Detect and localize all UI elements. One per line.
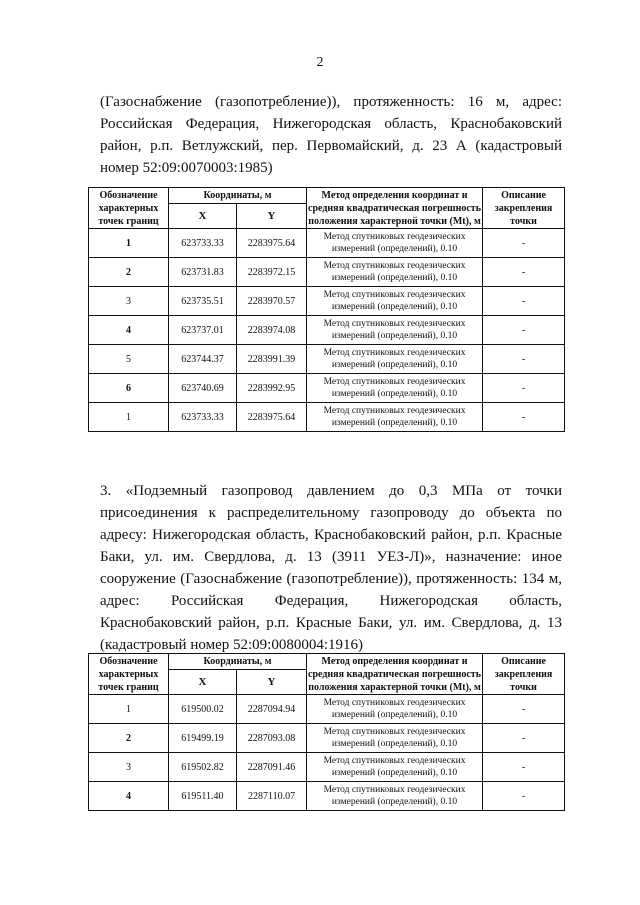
page-number: 2 bbox=[316, 55, 324, 70]
description-cell: - bbox=[483, 316, 565, 345]
table-1-body bbox=[89, 229, 565, 432]
description-cell: - bbox=[483, 403, 565, 432]
point-cell: 6 bbox=[89, 374, 169, 403]
header-coordinates: Координаты, м bbox=[169, 654, 307, 670]
header-y: Y bbox=[237, 670, 307, 695]
x-coordinate-cell: 619499.19 bbox=[169, 724, 237, 753]
y-coordinate-cell: 2283972.15 bbox=[237, 258, 307, 287]
method-cell: Метод спутниковых геодезических измерений (определений), 0.10 bbox=[307, 782, 483, 811]
table-row bbox=[89, 258, 565, 287]
header-designation: Обозначение характерных точек границ bbox=[89, 654, 169, 695]
y-coordinate-cell: 2287110.07 bbox=[237, 782, 307, 811]
header-x: X bbox=[169, 670, 237, 695]
x-coordinate-cell: 623735.51 bbox=[169, 287, 237, 316]
x-coordinate-cell: 623733.33 bbox=[169, 403, 237, 432]
table-row bbox=[89, 782, 565, 811]
y-coordinate-cell: 2287093.08 bbox=[237, 724, 307, 753]
x-coordinate-cell: 623737.01 bbox=[169, 316, 237, 345]
object-3-paragraph: 3. «Подземный газопровод давлением до 0,3 МПа от точки присоединения к распределительному газопроводу до объекта по адресу: Нижегородская область, Краснобаковский район, р.п. Красные Баки, ул. им. Свердлова, д. 13 (3911 УЕЗ-Л)», назначение: иное сооружение (Газоснабжение (газопотребление)), протяженность: 134 м, адрес: Российская Федерация, Нижегородская область, Краснобаковский район, р.п. Красные Баки, ул. им. Свердлова, д. 13 (кадастровый номер 52:09:0080004:1916) bbox=[100, 483, 562, 653]
x-coordinate-cell: 619500.02 bbox=[169, 695, 237, 724]
y-coordinate-cell: 2283992.95 bbox=[237, 374, 307, 403]
table-row bbox=[89, 753, 565, 782]
description-cell: - bbox=[483, 782, 565, 811]
method-cell: Метод спутниковых геодезических измерений (определений), 0.10 bbox=[307, 229, 483, 258]
table-2-body bbox=[89, 695, 565, 811]
x-coordinate-cell: 623731.83 bbox=[169, 258, 237, 287]
x-coordinate-cell: 619502.82 bbox=[169, 753, 237, 782]
point-cell: 4 bbox=[89, 782, 169, 811]
x-coordinate-cell: 623740.69 bbox=[169, 374, 237, 403]
point-cell: 2 bbox=[89, 724, 169, 753]
table-row bbox=[89, 724, 565, 753]
description-cell: - bbox=[483, 229, 565, 258]
table-row bbox=[89, 345, 565, 374]
method-cell: Метод спутниковых геодезических измерений (определений), 0.10 bbox=[307, 287, 483, 316]
point-cell: 2 bbox=[89, 258, 169, 287]
header-method: Метод определения координат и средняя квадратическая погрешность положения характерной точки (Mt), м bbox=[308, 655, 481, 693]
table-row bbox=[89, 287, 565, 316]
y-coordinate-cell: 2283975.64 bbox=[237, 229, 307, 258]
coordinates-table-2 bbox=[88, 653, 565, 811]
object-description-paragraph: (Газоснабжение (газопотребление)), протяженность: 16 м, адрес: Российская Федерация, Нижегородская область, Краснобаковский район, р.п. Ветлужский, пер. Первомайский, д. 23 А (кадастровый номер 52:09:0070003:1985) bbox=[100, 94, 562, 176]
y-coordinate-cell: 2283974.08 bbox=[237, 316, 307, 345]
table-row bbox=[89, 695, 565, 724]
y-coordinate-cell: 2283991.39 bbox=[237, 345, 307, 374]
header-description: Описание закрепления точки bbox=[483, 188, 565, 229]
description-cell: - bbox=[483, 374, 565, 403]
method-cell: Метод спутниковых геодезических измерений (определений), 0.10 bbox=[307, 345, 483, 374]
method-cell: Метод спутниковых геодезических измерений (определений), 0.10 bbox=[307, 403, 483, 432]
point-cell: 1 bbox=[89, 695, 169, 724]
header-designation: Обозначение характерных точек границ bbox=[89, 188, 169, 229]
table-row bbox=[89, 229, 565, 258]
table-row bbox=[89, 374, 565, 403]
method-cell: Метод спутниковых геодезических измерений (определений), 0.10 bbox=[307, 374, 483, 403]
header-y: Y bbox=[237, 204, 307, 229]
header-x: X bbox=[169, 204, 237, 229]
point-cell: 3 bbox=[89, 287, 169, 316]
header-description: Описание закрепления точки bbox=[483, 654, 565, 695]
method-cell: Метод спутниковых геодезических измерений (определений), 0.10 bbox=[307, 316, 483, 345]
table-row bbox=[89, 316, 565, 345]
y-coordinate-cell: 2287091.46 bbox=[237, 753, 307, 782]
x-coordinate-cell: 619511.40 bbox=[169, 782, 237, 811]
method-cell: Метод спутниковых геодезических измерений (определений), 0.10 bbox=[307, 724, 483, 753]
method-cell: Метод спутниковых геодезических измерений (определений), 0.10 bbox=[307, 753, 483, 782]
method-cell: Метод спутниковых геодезических измерений (определений), 0.10 bbox=[307, 258, 483, 287]
method-cell: Метод спутниковых геодезических измерений (определений), 0.10 bbox=[307, 695, 483, 724]
description-cell: - bbox=[483, 258, 565, 287]
table-row bbox=[89, 403, 565, 432]
y-coordinate-cell: 2283970.57 bbox=[237, 287, 307, 316]
description-cell: - bbox=[483, 695, 565, 724]
x-coordinate-cell: 623744.37 bbox=[169, 345, 237, 374]
point-cell: 3 bbox=[89, 753, 169, 782]
description-cell: - bbox=[483, 724, 565, 753]
point-cell: 4 bbox=[89, 316, 169, 345]
point-cell: 1 bbox=[89, 403, 169, 432]
y-coordinate-cell: 2287094.94 bbox=[237, 695, 307, 724]
point-cell: 5 bbox=[89, 345, 169, 374]
description-cell: - bbox=[483, 287, 565, 316]
header-method: Метод определения координат и средняя квадратическая погрешность положения характерной точки (Mt), м bbox=[308, 189, 481, 227]
coordinates-table-1 bbox=[88, 187, 565, 432]
y-coordinate-cell: 2283975.64 bbox=[237, 403, 307, 432]
description-cell: - bbox=[483, 345, 565, 374]
description-cell: - bbox=[483, 753, 565, 782]
point-cell: 1 bbox=[89, 229, 169, 258]
x-coordinate-cell: 623733.33 bbox=[169, 229, 237, 258]
header-coordinates: Координаты, м bbox=[169, 188, 307, 204]
